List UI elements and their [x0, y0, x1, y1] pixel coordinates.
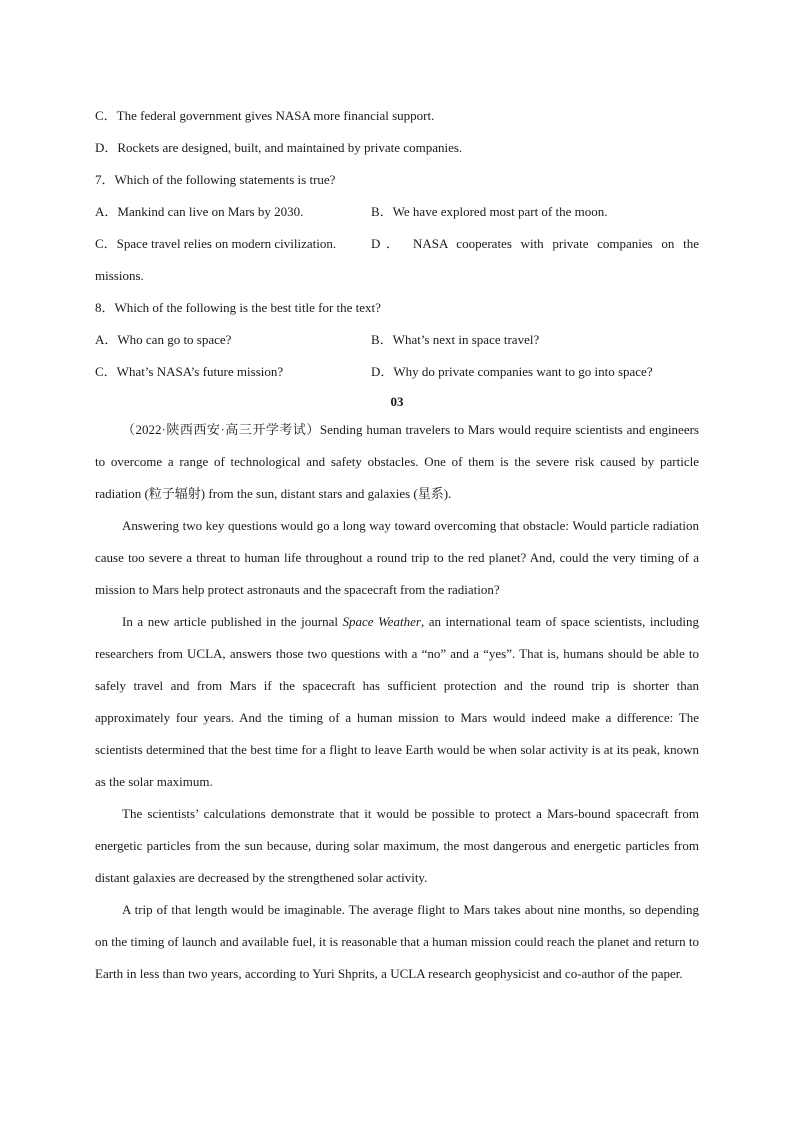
- q7-option-d-continued: missions.: [95, 268, 144, 283]
- passage-paragraph-3-rest: , an international team of space scientists, including researchers from UCLA, answers those two questions with a “no” and a “yes”. That is, humans should be able to safely travel and from Mars if the spacecraft has sufficient protection and the round trip is shorter than approximately four years. And the timing of a human mission to Mars would indeed make a difference: The scientists determined that the best time for a flight to leave Earth would be when solar activity is at its peak, known as the solar maximum.: [95, 614, 699, 789]
- q8-option-d: D．Why do private companies want to go into space?: [371, 364, 653, 379]
- passage-paragraph-3: [95, 606, 699, 798]
- passage-paragraph-1: （2022·陕西西安·高三开学考试）Sending human travelers to Mars would require scientists and engineers to overcome a range of technological and safety obstacles. One of them is the severe risk caused by particle radiation (粒子辐射) from the sun, distant stars and galaxies (星系).: [95, 422, 699, 501]
- q8-stem: 8．Which of the following is the best title for the text?: [95, 300, 381, 315]
- passage-paragraph-5: A trip of that length would be imaginable. The average flight to Mars takes about nine months, so depending on the timing of launch and available fuel, it is reasonable that a human mission could reach the planet and return to Earth in less than two years, according to Yuri Shprits, a UCLA research geophysicist and co-author of the paper.: [95, 902, 699, 981]
- q7-option-b: B．We have explored most part of the moon.: [371, 204, 608, 219]
- section-number: 03: [390, 394, 404, 409]
- q8-options-row-1: [95, 324, 699, 356]
- q6-option-c: C．The federal government gives NASA more financial support.: [95, 108, 435, 123]
- passage-paragraph-4: The scientists’ calculations demonstrate that it would be possible to protect a Mars-bound spacecraft from energetic particles from the sun because, during solar maximum, the most dangerous and energetic particles from distant galaxies are decreased by the strengthened solar activity.: [95, 806, 699, 885]
- q7-options-row-2: [95, 228, 699, 260]
- q6-option-d: D．Rockets are designed, built, and maintained by private companies.: [95, 140, 463, 155]
- q7-stem: 7．Which of the following statements is true?: [95, 172, 336, 187]
- q7-option-d: D． NASA cooperates with private companies on the: [371, 236, 699, 251]
- passage-paragraph-2: Answering two key questions would go a long way toward overcoming that obstacle: Would particle radiation cause too severe a threat to human life throughout a round trip to the red planet? And, could the very timing of a mission to Mars help protect astronauts and the spacecraft from the radiation?: [95, 518, 699, 597]
- passage-paragraph-3-lead: In a new article published in the journal: [122, 614, 343, 629]
- q7-options-row-1: [95, 196, 699, 228]
- journal-title: Space Weather: [342, 614, 421, 629]
- q7-option-c: C．Space travel relies on modern civilization.: [95, 236, 337, 251]
- q8-option-c: C．What’s NASA’s future mission?: [95, 364, 284, 379]
- document-page: [95, 100, 699, 990]
- q8-options-row-2: [95, 356, 699, 388]
- q7-option-a: A．Mankind can live on Mars by 2030.: [95, 204, 304, 219]
- q8-option-a: A．Who can go to space?: [95, 332, 232, 347]
- q8-option-b: B．What’s next in space travel?: [371, 332, 540, 347]
